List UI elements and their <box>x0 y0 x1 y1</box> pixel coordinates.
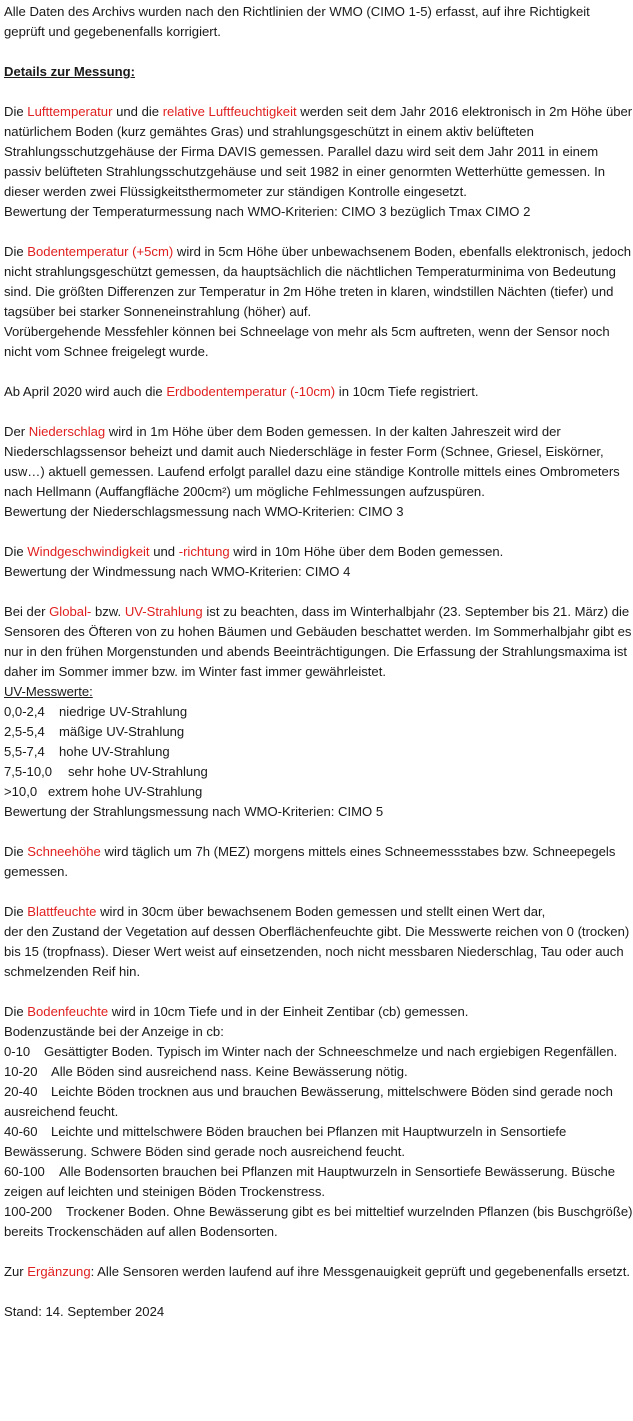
uv-level: >10,0 extrem hohe UV-Strahlung <box>4 784 203 799</box>
term-leaf-wetness: Blattfeuchte <box>27 904 97 919</box>
term-soil-temperature: Bodentemperatur (+5cm) <box>27 244 174 259</box>
status-date: Stand: 14. September 2024 <box>4 1304 165 1319</box>
uv-level: 0,0-2,4 niedrige UV-Strahlung <box>4 704 188 719</box>
leaf-wetness-line: Die Blattfeuchte wird in 30cm über bewachsenem Boden gemessen und stellt einen Wert dar, <box>4 904 546 919</box>
temperature-rating: Bewertung der Temperaturmessung nach WMO-Kriterien: CIMO 3 bezüglich Tmax CIMO 2 <box>4 204 531 219</box>
soil-moisture-level: 100-200 Trockener Boden. Ohne Bewässerung gibt es bei mitteltief wurzelnden Pflanzen (bis Buschgröße) bereits Trockenschäden auf allen Bodensorten. <box>4 1204 633 1239</box>
soil-moisture-subheading: Bodenzustände bei der Anzeige in cb: <box>4 1024 224 1039</box>
term-relative-humidity: relative Luftfeuchtigkeit <box>162 104 297 119</box>
radiation-paragraph: Bei der Global- bzw. UV-Strahlung ist zu beachten, dass im Winterhalbjahr (23. September bis 21. März) die Sensoren des Öfteren von zu hohen Bäumen und Gebäuden beschattet werden. Im Sommerhalbjahr gibt es nur in den frühen Morgenstunden und abends Beeinträchtigungen. Die Erfassung der Strahlungsmaxima ist daher im Sommer immer bzw. im Winter fast immer gewährleistet. <box>4 604 632 679</box>
term-precipitation: Niederschlag <box>28 424 106 439</box>
term-wind-speed: Windgeschwindigkeit <box>27 544 150 559</box>
uv-level: 2,5-5,4 mäßige UV-Strahlung <box>4 724 185 739</box>
soil-moisture-level: 40-60 Leichte und mittelschwere Böden brauchen bei Pflanzen mit Hauptwurzeln in Sensortiefe Bewässerung. Schwere Böden sind gerade noch ausreichend feucht. <box>4 1124 567 1159</box>
soil-temperature-note: Vorübergehende Messfehler können bei Schneelage von mehr als 5cm auftreten, wenn der Sensor noch nicht vom Schnee freigelegt wurde. <box>4 324 610 359</box>
radiation-rating: Bewertung der Strahlungsmessung nach WMO-Kriterien: CIMO 5 <box>4 804 384 819</box>
term-global-radiation: Global- <box>49 604 92 619</box>
temperature-paragraph: Die Lufttemperatur und die relative Luftfeuchtigkeit werden seit dem Jahr 2016 elektronisch in 2m Höhe über natürlichem Boden (kurz gemähtes Gras) und strahlungsgeschützt in einem aktiv belüfteten Strahlungsschutzgehäuse der Firma DAVIS gemessen. Parallel dazu wird seit dem Jahr 2011 in einem passiv belüfteten Strahlungsschutzgehäuse und seit 1982 in einer genormten Wetterhütte gemessen. In dieser werden zwei Flüssigkeitsthermometer zur ständigen Kontrolle eingesetzt. <box>4 104 633 199</box>
precipitation-paragraph: Der Niederschlag wird in 1m Höhe über dem Boden gemessen. In der kalten Jahreszeit wird der Niederschlagssensor beheizt und damit auch Niederschläge in fester Form (Schnee, Griesel, Eiskörner, usw…) aktuell gemessen. Laufend erfolgt parallel dazu eine ständige Kontrolle mittels eines Ombrometers nach Hellmann (Auffangfläche 200cm²) um mögliche Fehlmessungen aufzuspüren. <box>4 424 620 499</box>
term-uv-radiation: UV-Strahlung <box>124 604 203 619</box>
supplement-paragraph: Zur Ergänzung: Alle Sensoren werden laufend auf ihre Messgenauigkeit geprüft und gegebenenfalls ersetzt. <box>4 1264 631 1279</box>
soil-moisture-level: 10-20 Alle Böden sind ausreichend nass. Keine Bewässerung nötig. <box>4 1064 408 1079</box>
term-soil-moisture: Bodenfeuchte <box>27 1004 109 1019</box>
term-air-temperature: Lufttemperatur <box>27 104 113 119</box>
soil-temperature-paragraph: Die Bodentemperatur (+5cm) wird in 5cm Höhe über unbewachsenem Boden, ebenfalls elektronisch, jedoch nicht strahlungsgeschützt gemessen, da hauptsächlich die nächtlichen Temperaturminima von Bedeutung sind. Die größten Differenzen zur Temperatur in 2m Höhe treten in klaren, windstillen Nächten (tiefer) und tagsüber bei starker Sonneneinstrahlung (höher) auf. <box>4 244 632 319</box>
uv-heading: UV-Messwerte: <box>4 684 93 699</box>
precipitation-rating: Bewertung der Niederschlagsmessung nach WMO-Kriterien: CIMO 3 <box>4 504 404 519</box>
leaf-wetness-paragraph: der den Zustand der Vegetation auf dessen Oberflächenfeuchte gibt. Die Messwerte reichen von 0 (trocken) bis 15 (tropfnass). Dieser Wert weist auf einsetzenden, noch nicht messbaren Niederschlag, Tau oder auch schmelzenden Reif hin. <box>4 924 630 979</box>
soil-moisture-level: 0-10 Gesättigter Boden. Typisch im Winter nach der Schneeschmelze und nach ergiebigen Regenfällen. <box>4 1044 618 1059</box>
soil-moisture-level: 20-40 Leichte Böden trocknen aus und brauchen Bewässerung, mittelschwere Böden sind gerade noch ausreichend feucht. <box>4 1084 613 1119</box>
uv-level: 5,5-7,4 hohe UV-Strahlung <box>4 744 170 759</box>
term-snow-depth: Schneehöhe <box>27 844 101 859</box>
wind-rating: Bewertung der Windmessung nach WMO-Kriterien: CIMO 4 <box>4 564 351 579</box>
term-supplement: Ergänzung <box>27 1264 91 1279</box>
intro-text: Alle Daten des Archivs wurden nach den Richtlinien der WMO (CIMO 1-5) erfasst, auf ihre Richtigkeit geprüft und gegebenenfalls korrigiert. <box>4 4 590 39</box>
wind-paragraph: Die Windgeschwindigkeit und -richtung wird in 10m Höhe über dem Boden gemessen. <box>4 544 504 559</box>
snow-paragraph: Die Schneehöhe wird täglich um 7h (MEZ) morgens mittels eines Schneemessstabes bzw. Schneepegels gemessen. <box>4 844 616 879</box>
earth-temperature-paragraph: Ab April 2020 wird auch die Erdbodentemperatur (-10cm) in 10cm Tiefe registriert. <box>4 384 479 399</box>
term-wind-direction: -richtung <box>178 544 230 559</box>
uv-level: 7,5-10,0 sehr hohe UV-Strahlung <box>4 764 208 779</box>
soil-moisture-paragraph: Die Bodenfeuchte wird in 10cm Tiefe und in der Einheit Zentibar (cb) gemessen. <box>4 1004 469 1019</box>
term-earth-temperature: Erdbodentemperatur (-10cm) <box>166 384 336 399</box>
details-heading: Details zur Messung: <box>4 64 135 79</box>
soil-moisture-level: 60-100 Alle Bodensorten brauchen bei Pflanzen mit Hauptwurzeln in Sensortiefe Bewässerung. Büsche zeigen auf leichten und steinigen Böden Trockenstress. <box>4 1164 616 1199</box>
